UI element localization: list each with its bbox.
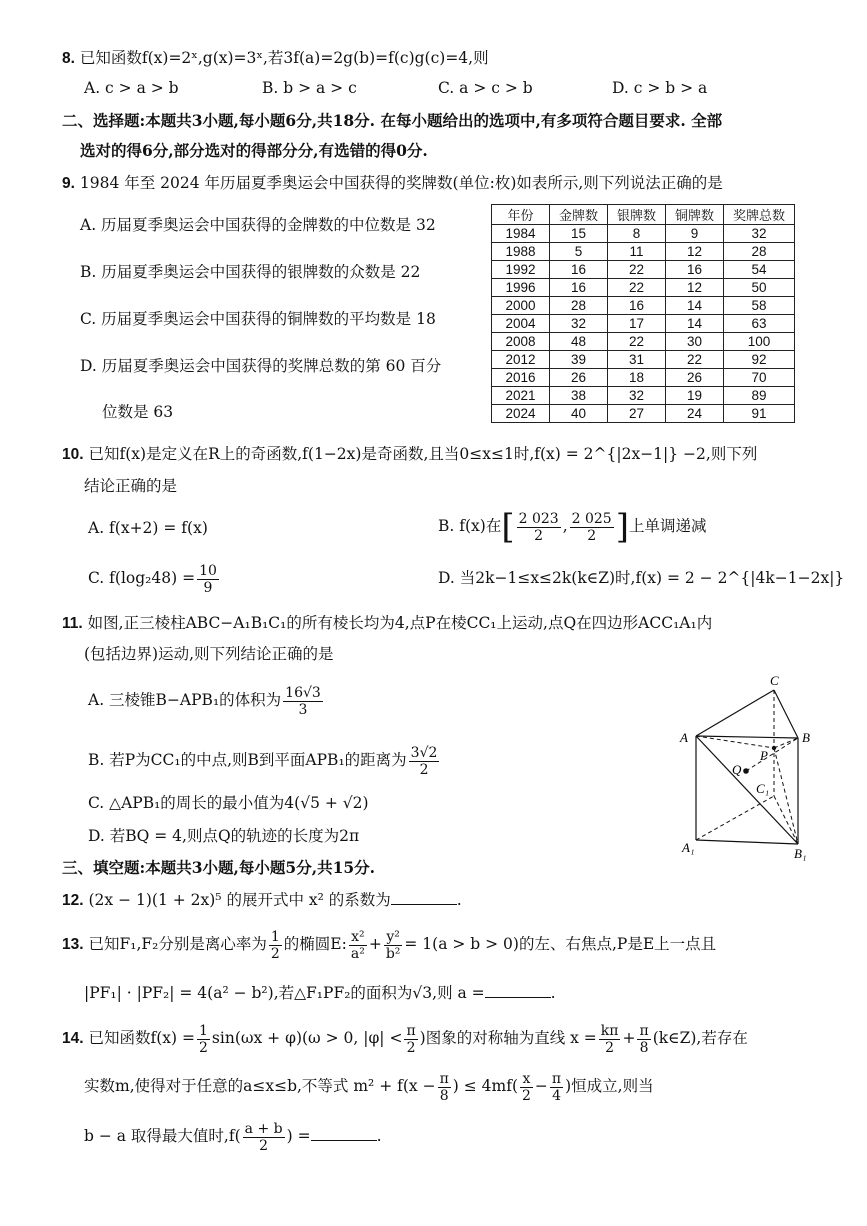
- label-a1: A₁: [682, 840, 695, 855]
- medal-table: [491, 204, 795, 423]
- q9-option-a: A. 历届夏季奥运会中国获得的金牌数的中位数是 32: [80, 216, 436, 234]
- q10-option-b-post: 上单调递减: [628, 517, 707, 535]
- table-row: [492, 243, 795, 261]
- q8-stem-line: [62, 48, 489, 69]
- table-row: [492, 315, 795, 333]
- table-row: [492, 279, 795, 297]
- table-header-cell: 奖牌总数: [724, 205, 795, 225]
- q12-line: 12. (2x − 1)(1 + 2x)⁵ 的展开式中 x² 的系数为 .: [62, 891, 462, 909]
- table-cell: 91: [724, 405, 795, 423]
- table-cell: 2000: [492, 297, 550, 315]
- table-cell: 2012: [492, 351, 550, 369]
- answer-blank[interactable]: [311, 1126, 377, 1141]
- table-cell: 50: [724, 279, 795, 297]
- table-header-cell: 银牌数: [608, 205, 666, 225]
- table-cell: 19: [666, 387, 724, 405]
- q9-option-b: B. 历届夏季奥运会中国获得的银牌数的众数是 22: [80, 263, 421, 281]
- q8-option-c: C. a > c > b: [438, 79, 533, 97]
- right-bracket: ]: [615, 507, 629, 547]
- section2-heading-cont: 选对的得6分,部分选对的得部分分,有选错的得0分.: [80, 141, 428, 160]
- table-cell: 2004: [492, 315, 550, 333]
- q9-option-d-cont: 位数是 63: [102, 403, 174, 421]
- fraction: $\frac{x}{2}$: [522, 1070, 531, 1104]
- table-row: [492, 297, 795, 315]
- q11-stem-line: [62, 613, 712, 634]
- q9-stem-line: [62, 173, 723, 194]
- table-cell: 1988: [492, 243, 550, 261]
- table-cell: 48: [550, 333, 608, 351]
- table-cell: 22: [608, 333, 666, 351]
- table-cell: 14: [666, 315, 724, 333]
- segment-qb: [746, 738, 798, 771]
- q9-option-d: D. 历届夏季奥运会中国获得的奖牌总数的第 60 百分: [80, 357, 442, 375]
- table-cell: 16: [666, 261, 724, 279]
- fraction: $\frac{3√2}{2}$: [410, 744, 438, 778]
- q10-stem-cont: 结论正确的是: [84, 477, 178, 495]
- fraction: $\frac{1}{2}$: [270, 928, 280, 962]
- fraction: $\frac{\pi}{8}$: [639, 1022, 649, 1056]
- label-p: P: [760, 748, 768, 763]
- table-row: [492, 225, 795, 243]
- table-row: [492, 387, 795, 405]
- fraction: $\frac{k\pi}{2}$: [600, 1022, 619, 1056]
- table-row: [492, 261, 795, 279]
- table-cell: 16: [608, 297, 666, 315]
- fraction: $\frac{\pi}{8}$: [439, 1070, 449, 1104]
- fraction: $\frac{\text{y²}}{\text{b²}}$: [385, 928, 401, 962]
- fraction: $\frac{a + b}{2}$: [244, 1120, 283, 1154]
- q10-option-d: D. 当2k−1≤x≤2k(k∈Z)时,f(x) = 2 − 2^{|4k−1−2x|}: [438, 569, 845, 587]
- table-cell: 2021: [492, 387, 550, 405]
- edge-ab: [696, 736, 798, 738]
- table-cell: 63: [724, 315, 795, 333]
- table-cell: 39: [550, 351, 608, 369]
- table-cell: 5: [550, 243, 608, 261]
- label-b1: B₁: [794, 846, 807, 861]
- table-cell: 100: [724, 333, 795, 351]
- q8-option-d: D. c > b > a: [612, 79, 708, 97]
- fraction: $\frac{2 025}{2}$: [571, 510, 612, 544]
- q10-stem: 已知f(x)是定义在R上的奇函数,f(1−2x)是奇函数,且当0≤x≤1时,f(x) = 2^{|2x−1|} −2,则下列: [88, 445, 758, 463]
- q8-option-a: A. c > a > b: [84, 79, 179, 97]
- q11-number: 11.: [62, 615, 83, 632]
- answer-blank[interactable]: [485, 983, 551, 998]
- edge-ab1: [696, 736, 798, 844]
- q9-number: 9.: [62, 175, 75, 192]
- table-cell: 18: [608, 369, 666, 387]
- edge-a1b1: [696, 840, 798, 844]
- table-cell: 2024: [492, 405, 550, 423]
- point-p: [772, 746, 776, 750]
- left-bracket: [: [501, 507, 515, 547]
- table-cell: 70: [724, 369, 795, 387]
- table-cell: 8: [608, 225, 666, 243]
- q11-option-b: B. 若P为CC₁的中点,则B到平面APB₁的距离为 $\frac{3√2}{2}$: [88, 744, 438, 778]
- table-cell: 22: [608, 279, 666, 297]
- table-cell: 16: [550, 261, 608, 279]
- q11-stem-cont: (包括边界)运动,则下列结论正确的是: [84, 645, 334, 663]
- table-cell: 92: [724, 351, 795, 369]
- q13-line: 13. 已知F₁,F₂分别是离心率为 $\frac{1}{2}$ 的椭圆E: $\frac{\text{x²}}{\text{a²}}$ + $\frac{\text{y²}}{\text{b²}}$ = 1(a > b > 0)的左、右焦点,P是E上一点且: [62, 928, 717, 962]
- table-cell: 38: [550, 387, 608, 405]
- table-cell: 32: [608, 387, 666, 405]
- table-cell: 1992: [492, 261, 550, 279]
- table-cell: 9: [666, 225, 724, 243]
- fraction: $\frac{\text{x²}}{\text{a²}}$: [350, 928, 365, 962]
- edge-cb: [774, 690, 798, 738]
- table-cell: 32: [550, 315, 608, 333]
- q12-text: (2x − 1)(1 + 2x)⁵ 的展开式中 x² 的系数为: [88, 891, 391, 909]
- table-cell: 40: [550, 405, 608, 423]
- section2-heading: 二、选择题:本题共3小题,每小题6分,共18分. 在每小题给出的选项中,有多项符合题目要求. 全部: [62, 111, 723, 130]
- table-row: [492, 351, 795, 369]
- table-cell: 2016: [492, 369, 550, 387]
- table-cell: 12: [666, 279, 724, 297]
- q10-number: 10.: [62, 446, 84, 463]
- table-cell: 89: [724, 387, 795, 405]
- table-cell: 30: [666, 333, 724, 351]
- table-cell: 1996: [492, 279, 550, 297]
- point-q: [743, 768, 749, 774]
- q8-option-b: B. b > a > c: [262, 79, 357, 97]
- fraction: $\frac{2 023}{2}$: [518, 510, 559, 544]
- table-header-cell: 金牌数: [550, 205, 608, 225]
- q9-option-c: C. 历届夏季奥运会中国获得的铜牌数的平均数是 18: [80, 310, 436, 328]
- label-q: Q: [732, 762, 742, 777]
- table-cell: 22: [608, 261, 666, 279]
- fraction: $\frac{\pi}{4}$: [551, 1070, 562, 1104]
- segment-pb1: [774, 748, 798, 844]
- q9-stem: 1984 年至 2024 年历届夏季奥运会中国获得的奖牌数(单位:枚)如表所示,则下列说法正确的是: [79, 174, 723, 192]
- q10-option-a: A. f(x+2) = f(x): [88, 519, 208, 537]
- table-cell: 26: [550, 369, 608, 387]
- table-cell: 58: [724, 297, 795, 315]
- q10-stem-line: [62, 444, 757, 465]
- q14-line2: 实数m,使得对于任意的a≤x≤b,不等式 m² + f(x − $\frac{\pi}{8}$ ) ≤ 4mf( $\frac{x}{2}$ − $\frac{\pi}{4}$ )恒成立,则当: [84, 1070, 654, 1104]
- table-cell: 26: [666, 369, 724, 387]
- q10-option-b-pre: B. f(x)在: [438, 517, 502, 535]
- q14-line3: b − a 取得最大值时,f( $\frac{a + b}{2}$ ) = .: [84, 1120, 382, 1154]
- label-b: B: [802, 730, 810, 745]
- table-cell: 31: [608, 351, 666, 369]
- table-cell: 16: [550, 279, 608, 297]
- q11-stem: 如图,正三棱柱ABC−A₁B₁C₁的所有棱长均为4,点P在棱CC₁上运动,点Q在四边形ACC₁A₁内: [87, 614, 713, 632]
- table-row: [492, 333, 795, 351]
- table-cell: 27: [608, 405, 666, 423]
- table-cell: 1984: [492, 225, 550, 243]
- table-cell: 17: [608, 315, 666, 333]
- table-row: [492, 369, 795, 387]
- table-cell: 24: [666, 405, 724, 423]
- q11-option-d: D. 若BQ = 4,则点Q的轨迹的长度为2π: [88, 827, 360, 845]
- table-cell: 32: [724, 225, 795, 243]
- q8-stem: 已知函数f(x)=2ˣ,g(x)=3ˣ,若3f(a)=2g(b)=f(c)g(c)=4,则: [79, 49, 489, 67]
- table-cell: 11: [608, 243, 666, 261]
- q13-number: 13.: [62, 936, 84, 953]
- table-row: [492, 405, 795, 423]
- q14-line1: 14. 已知函数f(x) = $\frac{1}{2}$ sin(ωx + φ)(ω > 0, |φ| < $\frac{\pi}{2}$ )图象的对称轴为直线 x = $\frac{k\pi}{2}$ + $\frac{\pi}{8}$ (k∈Z),若存在: [62, 1022, 748, 1056]
- segment-pb: [774, 738, 798, 748]
- fraction: $\frac{1}{2}$: [199, 1022, 208, 1056]
- fraction: $\frac{\pi}{2}$: [406, 1022, 416, 1056]
- table-cell: 2008: [492, 333, 550, 351]
- label-c1: C₁: [756, 781, 770, 796]
- edge-a1c1: [696, 796, 774, 840]
- section3-heading: 三、填空题:本题共3小题,每小题5分,共15分.: [62, 858, 376, 877]
- q8-number: 8.: [62, 50, 75, 67]
- table-cell: 28: [550, 297, 608, 315]
- q11-option-c: C. △APB₁的周长的最小值为4(√5 + √2): [88, 794, 369, 812]
- label-a: A: [680, 730, 688, 745]
- q11-option-a: A. 三棱锥B−APB₁的体积为 $\frac{16√3}{3}$: [88, 684, 321, 718]
- q12-number: 12.: [62, 892, 84, 909]
- q14-number: 14.: [62, 1030, 84, 1047]
- table-cell: 54: [724, 261, 795, 279]
- table-cell: 14: [666, 297, 724, 315]
- table-header-cell: 铜牌数: [666, 205, 724, 225]
- medal-table-body: [492, 225, 795, 423]
- table-cell: 28: [724, 243, 795, 261]
- edge-c1b1: [774, 796, 798, 844]
- table-cell: 12: [666, 243, 724, 261]
- edge-ac: [696, 690, 774, 736]
- label-c: C: [770, 676, 779, 688]
- answer-blank[interactable]: [391, 890, 457, 905]
- fraction: $\frac{16√3}{3}$: [285, 684, 321, 718]
- table-header-cell: 年份: [492, 205, 550, 225]
- prism-figure: [670, 676, 830, 866]
- table-cell: 15: [550, 225, 608, 243]
- q10-option-c: C. f(log₂48) = $\frac{10}{9}$: [88, 562, 217, 596]
- table-header-row: [492, 205, 795, 225]
- q13-line2: |PF₁| · |PF₂| = 4(a² − b²),若△F₁PF₂的面积为√3,则 a = .: [84, 984, 556, 1002]
- fraction: $\frac{10}{9}$: [199, 562, 217, 596]
- q10-option-b: B. f(x)在[ $\frac{2 023}{2}$ , $\frac{2 025}{2}$ ]上单调递减: [438, 507, 707, 547]
- table-cell: 22: [666, 351, 724, 369]
